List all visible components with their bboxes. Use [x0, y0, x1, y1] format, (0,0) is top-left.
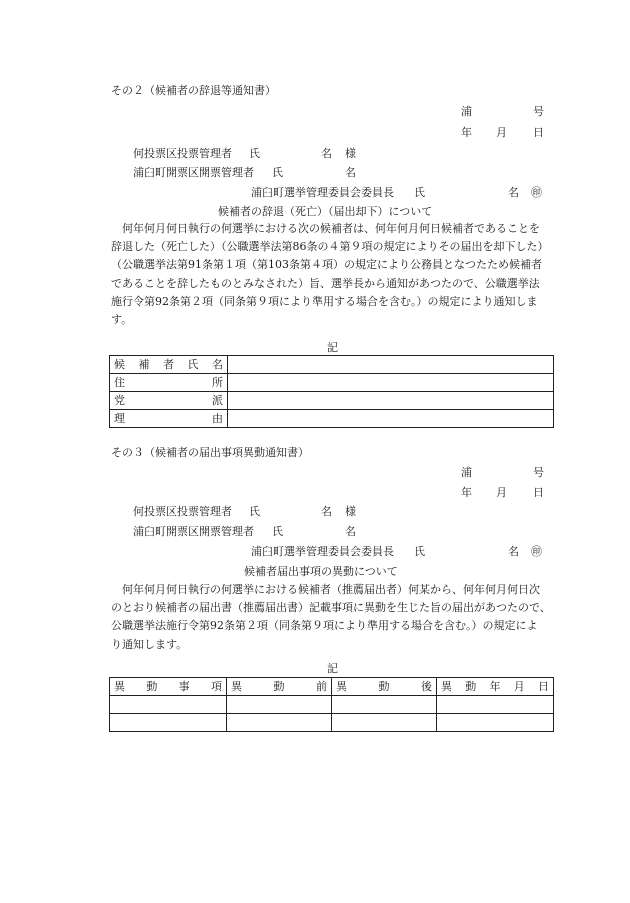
section2-sender-shi: 氏 — [414, 186, 425, 199]
section3-addressee1-mei: 名 — [321, 505, 332, 518]
section2-date-month: 月 — [496, 126, 507, 139]
value-address — [228, 374, 554, 392]
body-line: であることを辞したものとみなされた）旨、選挙長から通知があつたので、公職選挙法 — [111, 276, 540, 290]
table-cell — [227, 696, 332, 714]
section2-number-suffix: 号 — [533, 105, 544, 118]
table-cell — [110, 696, 227, 714]
section2-addressee2-title: 浦臼町開票区開票管理者 — [133, 166, 254, 179]
body-line: （公職選挙法第91条第１項（第103条第４項）の規定により公務員となつたため候補者 — [111, 258, 542, 272]
section3-addressee2-shi: 氏 — [272, 525, 283, 538]
section2-addressee1-shi: 氏 — [249, 147, 260, 160]
label-candidate-name: 候 補 者 氏 名 — [110, 356, 228, 374]
section3-number-prefix: 浦 — [461, 466, 472, 479]
section3-heading: その３（候補者の届出事項異動通知書） — [111, 446, 309, 459]
table-row — [110, 714, 554, 732]
section2-sender-mei: 名 — [508, 186, 519, 199]
section3-date-year: 年 — [461, 486, 472, 499]
body-line: 何年何月何日執行の何選挙における候補者（推薦届出者）何某から、何年何月何日次 — [122, 583, 540, 596]
seal-mark: ㊞ — [531, 186, 542, 199]
table-cell — [332, 714, 437, 732]
section3-addressee2-title: 浦臼町開票区開票管理者 — [133, 525, 254, 538]
section3-memo-mark: 記 — [327, 662, 338, 675]
section2-addressee2-mei: 名 — [345, 166, 356, 179]
section3-date-day: 日 — [533, 486, 544, 499]
table-row — [110, 696, 554, 714]
section3-addressee1-shi: 氏 — [249, 505, 260, 518]
header-change-date: 異 動 年 月 日 — [437, 678, 554, 696]
section2-addressee1-mei: 名 — [321, 147, 332, 160]
table-row — [110, 356, 554, 374]
header-change-item: 異 動 事 項 — [110, 678, 227, 696]
table-header-row — [110, 678, 554, 696]
section3-body — [111, 581, 551, 654]
header-after-change: 異 動 後 — [332, 678, 437, 696]
table-cell — [437, 714, 554, 732]
section3-number-suffix: 号 — [533, 466, 544, 479]
section3-subject: 候補者届出事項の異動について — [244, 565, 398, 578]
body-line: 何年何月何日執行の何選挙における次の候補者は、何年何月何日候補者であることを — [122, 222, 540, 235]
section2-heading: その２（候補者の辞退等通知書） — [111, 84, 276, 97]
label-reason: 理 由 — [110, 410, 228, 428]
table-row — [110, 392, 554, 410]
section2-number-prefix: 浦 — [461, 105, 472, 118]
section2-subject: 候補者の辞退（死亡）（届出却下）について — [218, 205, 433, 218]
table-row — [110, 374, 554, 392]
section2-addressee1-sama: 様 — [345, 147, 356, 160]
section3-date-month: 月 — [496, 486, 507, 499]
section3-addressee1-title: 何投票区投票管理者 — [133, 505, 232, 518]
body-line: す。 — [111, 312, 133, 326]
candidate-info-table — [109, 355, 554, 428]
body-line: のとおり候補者の届出書（推薦届出書）記載事項に異動を生じた旨の届出があつたので、 — [111, 601, 551, 615]
table-cell — [332, 696, 437, 714]
section2-date-year: 年 — [461, 126, 472, 139]
table-cell — [110, 714, 227, 732]
section2-addressee1-title: 何投票区投票管理者 — [133, 147, 232, 160]
table-cell — [437, 696, 554, 714]
section3-addressee2-mei: 名 — [345, 525, 356, 538]
section2-body — [111, 220, 549, 329]
section2-addressee2-shi: 氏 — [272, 166, 283, 179]
value-reason — [228, 410, 554, 428]
value-party — [228, 392, 554, 410]
header-before-change: 異 動 前 — [227, 678, 332, 696]
body-line: 施行令第92条第２項（同条第９項により準用する場合を含む。）の規定により通知しま — [111, 294, 538, 308]
seal-mark: ㊞ — [531, 545, 542, 558]
section3-sender-title: 浦臼町選挙管理委員会委員長 — [251, 545, 394, 558]
section3-sender-mei: 名 — [508, 545, 519, 558]
change-items-table — [109, 677, 554, 732]
label-address: 住 所 — [110, 374, 228, 392]
section2-date-day: 日 — [533, 126, 544, 139]
body-line: 公職選挙法施行令第92条第２項（同条第９項により準用する場合を含む。）の規定によ — [111, 619, 538, 633]
body-line: 辞退した（死亡した）（公職選挙法第86条の４第９項の規定によりその届出を却下した） — [111, 240, 549, 254]
body-line: り通知します。 — [111, 637, 188, 651]
section3-addressee1-sama: 様 — [345, 505, 356, 518]
section3-sender-shi: 氏 — [414, 545, 425, 558]
section2-sender-title: 浦臼町選挙管理委員会委員長 — [251, 186, 394, 199]
value-candidate-name — [228, 356, 554, 374]
section2-memo-mark: 記 — [327, 341, 338, 354]
label-party: 党 派 — [110, 392, 228, 410]
table-cell — [227, 714, 332, 732]
table-row — [110, 410, 554, 428]
